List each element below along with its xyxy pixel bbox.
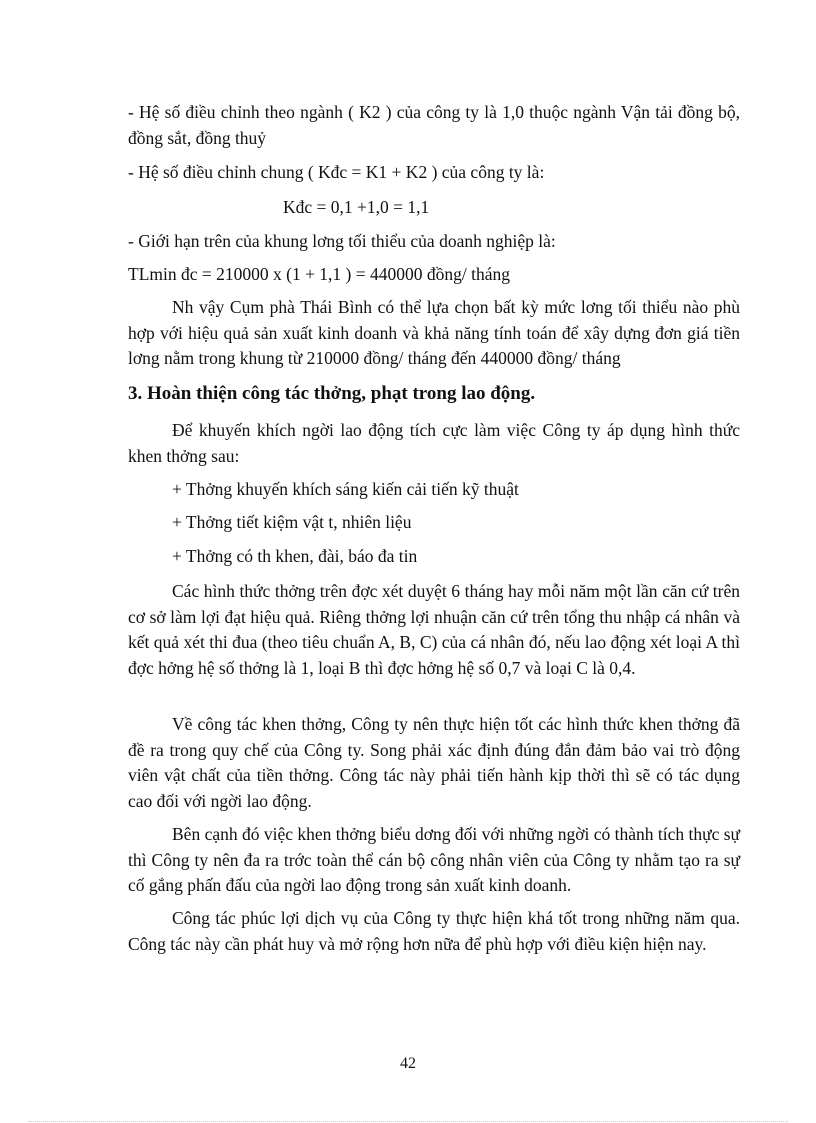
page-bottom-border: [28, 1121, 788, 1122]
paragraph-body: Các hình thức thởng trên đợc xét duyệt 6 tháng hay mỗi năm một lần căn cứ trên cơ sở làm lợi đạt hiệu quả. Riêng thởng lợi nhuận căn cứ trên tổng thu nhập cá nhân và kết quả xét thi đua (theo tiêu chuẩn A, B, C) của cá nhân đó, nếu lao động xét loại A thì đợc hởng hệ số thởng là 1, loại B thì đợc hởng hệ số 0,7 và loại C là 0,4.: [128, 581, 740, 678]
paragraph-body: Công tác phúc lợi dịch vụ của Công ty thực hiện khá tốt trong những năm qua. Công tác này cần phát huy và mở rộng hơn nữa để phù hợp với điều kiện hiện nay.: [128, 908, 740, 954]
formula-kdc: Kđc = 0,1 +1,0 = 1,1: [283, 197, 430, 217]
section-heading: 3. Hoàn thiện công tác thởng, phạt trong lao động.: [128, 383, 536, 404]
formula-tl-min: TLmin đc = 210000 x (1 + 1,1 ) = 440000 đồng/ tháng: [128, 264, 511, 284]
paragraph-kdc-intro: - Hệ số điều chỉnh chung ( Kđc = K1 + K2 ) của công ty là:: [128, 162, 545, 182]
paragraph-k2-coefficient: - Hệ số điều chỉnh theo ngành ( K2 ) của công ty là 1,0 thuộc ngành Vận tải đồng bộ, đồng sắt, đồng thuỷ: [128, 102, 740, 148]
paragraph-reward-intro: Để khuyến khích ngời lao động tích cực làm việc Công ty áp dụng hình thức khen thởng sau:: [128, 420, 740, 466]
paragraph-body: Về công tác khen thởng, Công ty nên thực hiện tốt các hình thức khen thởng đã đề ra trong quy chế của Công ty. Song phải xác định đúng đắn đảm bảo vai trò động viên vật chất của tiền thởng. Công tác này phải tiến hành kịp thời thì sẽ có tác dụng cao đối với ngời lao động.: [128, 714, 740, 811]
paragraph-body: Bên cạnh đó việc khen thởng biểu dơng đối với những ngời có thành tích thực sự thì Công ty nên đa ra trớc toàn thể cán bộ công nhân viên của Công ty nhằm tạo ra sự cố gắng phấn đấu của ngời lao động trong sản xuất kinh doanh.: [128, 824, 741, 895]
paragraph-conclusion: Nh vậy Cụm phà Thái Bình có thể lựa chọn bất kỳ mức lơng tối thiểu nào phù hợp với hiệu quả sản xuất kinh doanh và khả năng tính toán để xây dựng đơn giá tiền lơng nằm trong khung từ 210000 đồng/ tháng đến 440000 đồng/ tháng: [128, 297, 740, 368]
paragraph-limit-intro: - Giới hạn trên của khung lơng tối thiểu của doanh nghiệp là:: [128, 231, 556, 251]
page-number: 42: [400, 1055, 416, 1072]
bullet-item: + Thởng có th khen, đài, báo đa tin: [172, 546, 418, 566]
bullet-item: + Thởng tiết kiệm vật t, nhiên liệu: [172, 512, 412, 532]
bullet-item: + Thởng khuyến khích sáng kiến cải tiến kỹ thuật: [172, 479, 519, 499]
